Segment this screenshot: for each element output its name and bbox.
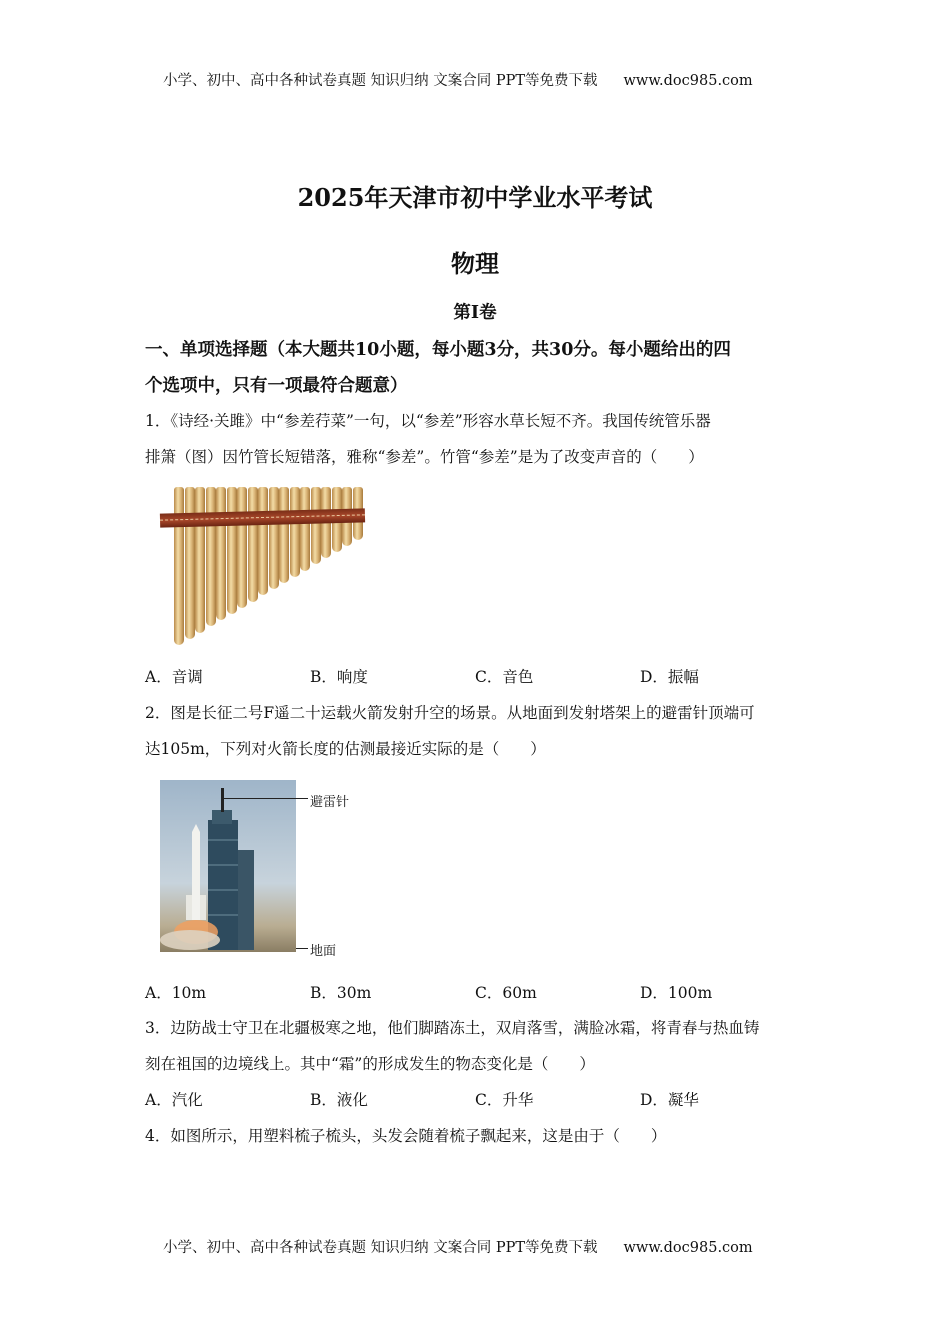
q2-option-d: D．100m: [640, 984, 713, 1002]
volume-title: 第Ⅰ卷: [453, 303, 497, 323]
label-ground: 地面: [310, 944, 337, 959]
q1-option-c: C．音色: [475, 668, 534, 686]
q1-option-b: B．响度: [310, 668, 368, 686]
q3-option-a: A．汽化: [145, 1091, 203, 1109]
flute-pipe: [311, 487, 321, 564]
page-footer: [163, 1236, 753, 1257]
subject-title: 物理: [451, 249, 499, 278]
ground-leader-line: [296, 948, 308, 949]
q1-option-a: A．音调: [145, 668, 203, 686]
q1-option-d: D．振幅: [640, 668, 699, 686]
flute-pipe: [300, 487, 310, 571]
q2-option-c: C．60m: [475, 984, 537, 1002]
page-header: [163, 69, 753, 90]
flute-pipe: [237, 487, 247, 608]
flute-pipe: [269, 487, 279, 589]
flute-pipe: [227, 487, 237, 614]
flute-pipe: [248, 487, 258, 602]
flute-pipe: [206, 487, 216, 626]
header-text: 小学、初中、高中各种试卷真题 知识归纳 文案合同 PPT等免费下载: [163, 73, 598, 89]
lightning-rod-leader-line: [222, 798, 308, 799]
q2-option-b: B．30m: [310, 984, 372, 1002]
q4-line1: 4．如图所示，用塑料梳子梳头，头发会随着梳子飘起来，这是由于（ ）: [145, 1127, 667, 1145]
section-heading-line1: 一、单项选择题（本大题共10小题，每小题3分，共30分。每小题给出的四: [145, 340, 731, 360]
label-lightning-rod: 避雷针: [310, 795, 350, 810]
flute-pipe: [290, 487, 300, 577]
header-url[interactable]: www.doc985.com: [623, 73, 753, 89]
pan-flute-image: [160, 483, 365, 648]
q3-option-d: D．凝华: [640, 1091, 699, 1109]
flute-pipe: [258, 487, 268, 595]
q3-line1: 3．边防战士守卫在北疆极寒之地，他们脚踏冻土，双肩落雪，满脸冰霜，将青春与热血铸: [145, 1019, 760, 1037]
flute-pipe: [216, 487, 226, 620]
exam-title: 2025年天津市初中学业水平考试: [297, 183, 653, 212]
flute-pipe: [174, 487, 184, 645]
q2-line1: 2．图是长征二号F遥二十运载火箭发射升空的场景。从地面到发射塔架上的避雷针顶端可: [145, 704, 755, 722]
flute-pipe: [185, 487, 195, 639]
q3-option-b: B．液化: [310, 1091, 368, 1109]
flute-pipe: [195, 487, 205, 633]
footer-text: 小学、初中、高中各种试卷真题 知识归纳 文案合同 PPT等免费下载: [163, 1240, 598, 1256]
q1-line2: 排箫（图）因竹管长短错落，雅称“参差”。竹管“参差”是为了改变声音的（ ）: [145, 448, 704, 466]
rocket-launch-illustration: [160, 780, 296, 952]
q3-option-c: C．升华: [475, 1091, 534, 1109]
q3-line2: 刻在祖国的边境线上。其中“霜”的形成发生的物态变化是（ ）: [145, 1055, 595, 1073]
q1-line1: 1．《诗经·关雎》中“参差荇菜”一句，以“参差”形容水草长短不齐。我国传统管乐器: [145, 412, 711, 430]
rocket-launch-image: [160, 780, 296, 952]
footer-url[interactable]: www.doc985.com: [623, 1240, 753, 1256]
q2-option-a: A．10m: [145, 984, 207, 1002]
flute-pipe: [279, 487, 289, 583]
lightning-rod-leader-tick: [222, 788, 223, 798]
q2-line2: 达105m，下列对火箭长度的估测最接近实际的是（ ）: [145, 740, 546, 758]
section-heading-line2: 个选项中，只有一项最符合题意）: [145, 376, 408, 396]
